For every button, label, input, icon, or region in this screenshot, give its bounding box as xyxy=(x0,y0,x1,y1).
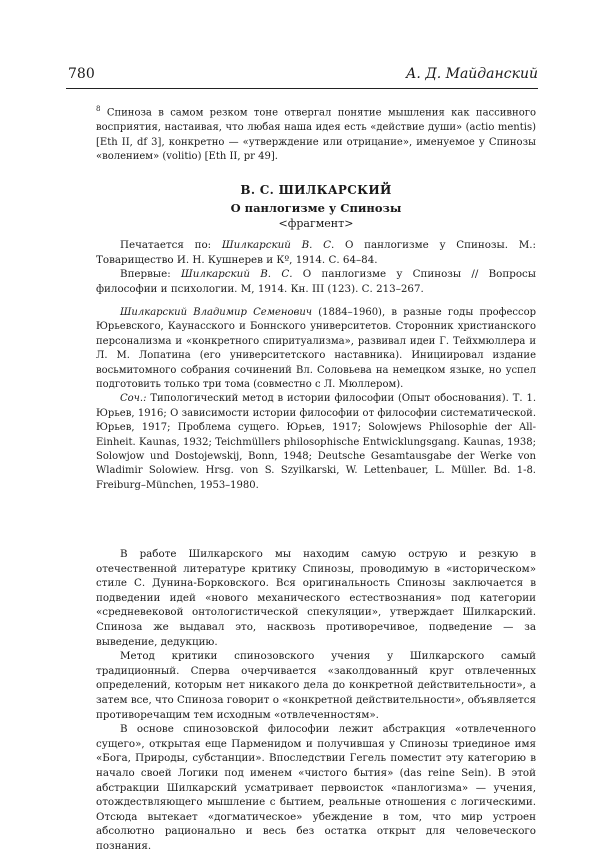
bio-paragraph xyxy=(96,306,536,392)
works-text: Типологический метод в истории философии (Опыт обоснования). Т. 1. Юрьев, 1916; О зависимости истории философии от философии систематической. Юрьев, 1917; Проблема сущего. Юрьев, 1917; Solowjews Philosophie der All-Einheit. Kaunas, 1932; Teichmüllers philosophische Entwicklungsgang. Kaunas, 1938; Solowjow und Dostojewskij, Bonn, 1948; Deutsche Gesamtausgabe der Werke von Wladimir Solowiew. Hrsg. von S. Szyilkarski, W. Lettenbauer, L. Müller. Bd. 1-8. Freiburg–München, 1953–1980. xyxy=(96,393,536,491)
source-first-author: Шилкарский В. С. xyxy=(180,268,293,281)
sources-block xyxy=(96,238,536,296)
paragraph-3: В основе спинозовской философии лежит абстракция «отвлеченного сущего», открытая еще Парменидом и получившая у Спинозы триединое имя «Бога, Природы, субстанции». Впоследствии Гегель поместит эту категорию в начало своей Логики под именем «чистого бытия» (das reine Sein). В этой абстракции Шилкарский усматривает первоисток «панлогизма» — учения, отождествляющего мышление с бытием, реальные отношения с логическими. Отсюда вытекает «догматическое» убеждение в том, что мир устроен абсолютно рационально и весь без остатка открыт для человеческого познания. xyxy=(96,723,536,852)
page-header xyxy=(66,64,538,89)
article-title: О панлогизме у Спинозы xyxy=(230,201,402,215)
paragraph-1: В работе Шилкарского мы находим самую острую и резкую в отечественной литературе критику Спинозы, проводимую в «историческом» стиле С. Дунина-Борковского. Вся оригинальность Спинозы заключается в подведении идей «нового механического естествознания» под категории «средневековой онтологистической спекуляции», утверждает Шилкарский. Спиноза же выдавал это, насквозь противоречивое, подведение — за выведение, дедукцию. xyxy=(96,548,536,648)
source-first-rest: О панлогизме у Спинозы // Вопросы философии и психологии. М, 1914. Кн. III (123). С. 213–267. xyxy=(96,268,536,295)
source-first xyxy=(96,267,536,296)
bio-name: Шилкарский Владимир Семенович xyxy=(120,307,312,318)
main-text xyxy=(96,547,536,853)
paragraph-2: Метод критики спинозовского учения у Шилкарского самый традиционный. Сперва очерчивается «заколдованный круг отвлеченных определений, которым нет никакого дела до конкретной действительности», а затем все, что Спиноза говорит о «конкретной действительности», объявляется противоречащим тем исходным «отвлеченностям». xyxy=(96,650,536,721)
source-printed xyxy=(96,238,536,267)
page-number: 780 xyxy=(68,66,95,82)
article-author: В. С. ШИЛКАРСКИЙ xyxy=(240,183,392,197)
source-printed-rest: О панлогизме у Спинозы. М.: Товарищество И. Н. Кушнерев и Кº, 1914. С. 64–84. xyxy=(96,239,536,266)
works-paragraph xyxy=(96,392,536,493)
works-label: Соч.: xyxy=(120,393,147,405)
article-subtitle: <фрагмент> xyxy=(278,217,354,230)
bio-text: (1884–1960), в разные годы профессор Юрьевского, Каунасского и Боннского университетов. Сторонник христианского персонализма и «конкретного спиритуализма», развивал идеи Г. Тейхмюллера и Л. М. Лопатина (его университетского наставника). Инициировал издание восьмитомного собрания сочинений Вл. Соловьева на немецком языке, но успел подготовить только три тома (совместно с Л. Мюллером). xyxy=(96,307,537,391)
running-head: А. Д. Майданский xyxy=(405,66,538,82)
source-printed-author: Шилкарский В. С. xyxy=(221,239,335,251)
footnote xyxy=(96,102,536,165)
footnote-text: Спиноза в самом резком тоне отвергал понятие мышления как пассивного восприятия, настаивая, что любая наша идея есть «действие души» (actio mentis) [Eth II, df 3], конкретно — «утверждение или отрицание», именуемое у Спинозы «волением» (volitio) [Eth II, pr 49]. xyxy=(96,107,536,163)
source-first-prefix: Впервые: xyxy=(120,268,181,281)
footnote-marker: 8 xyxy=(96,105,101,113)
source-printed-prefix: Печатается по: xyxy=(120,239,222,251)
bio-block xyxy=(96,306,536,493)
